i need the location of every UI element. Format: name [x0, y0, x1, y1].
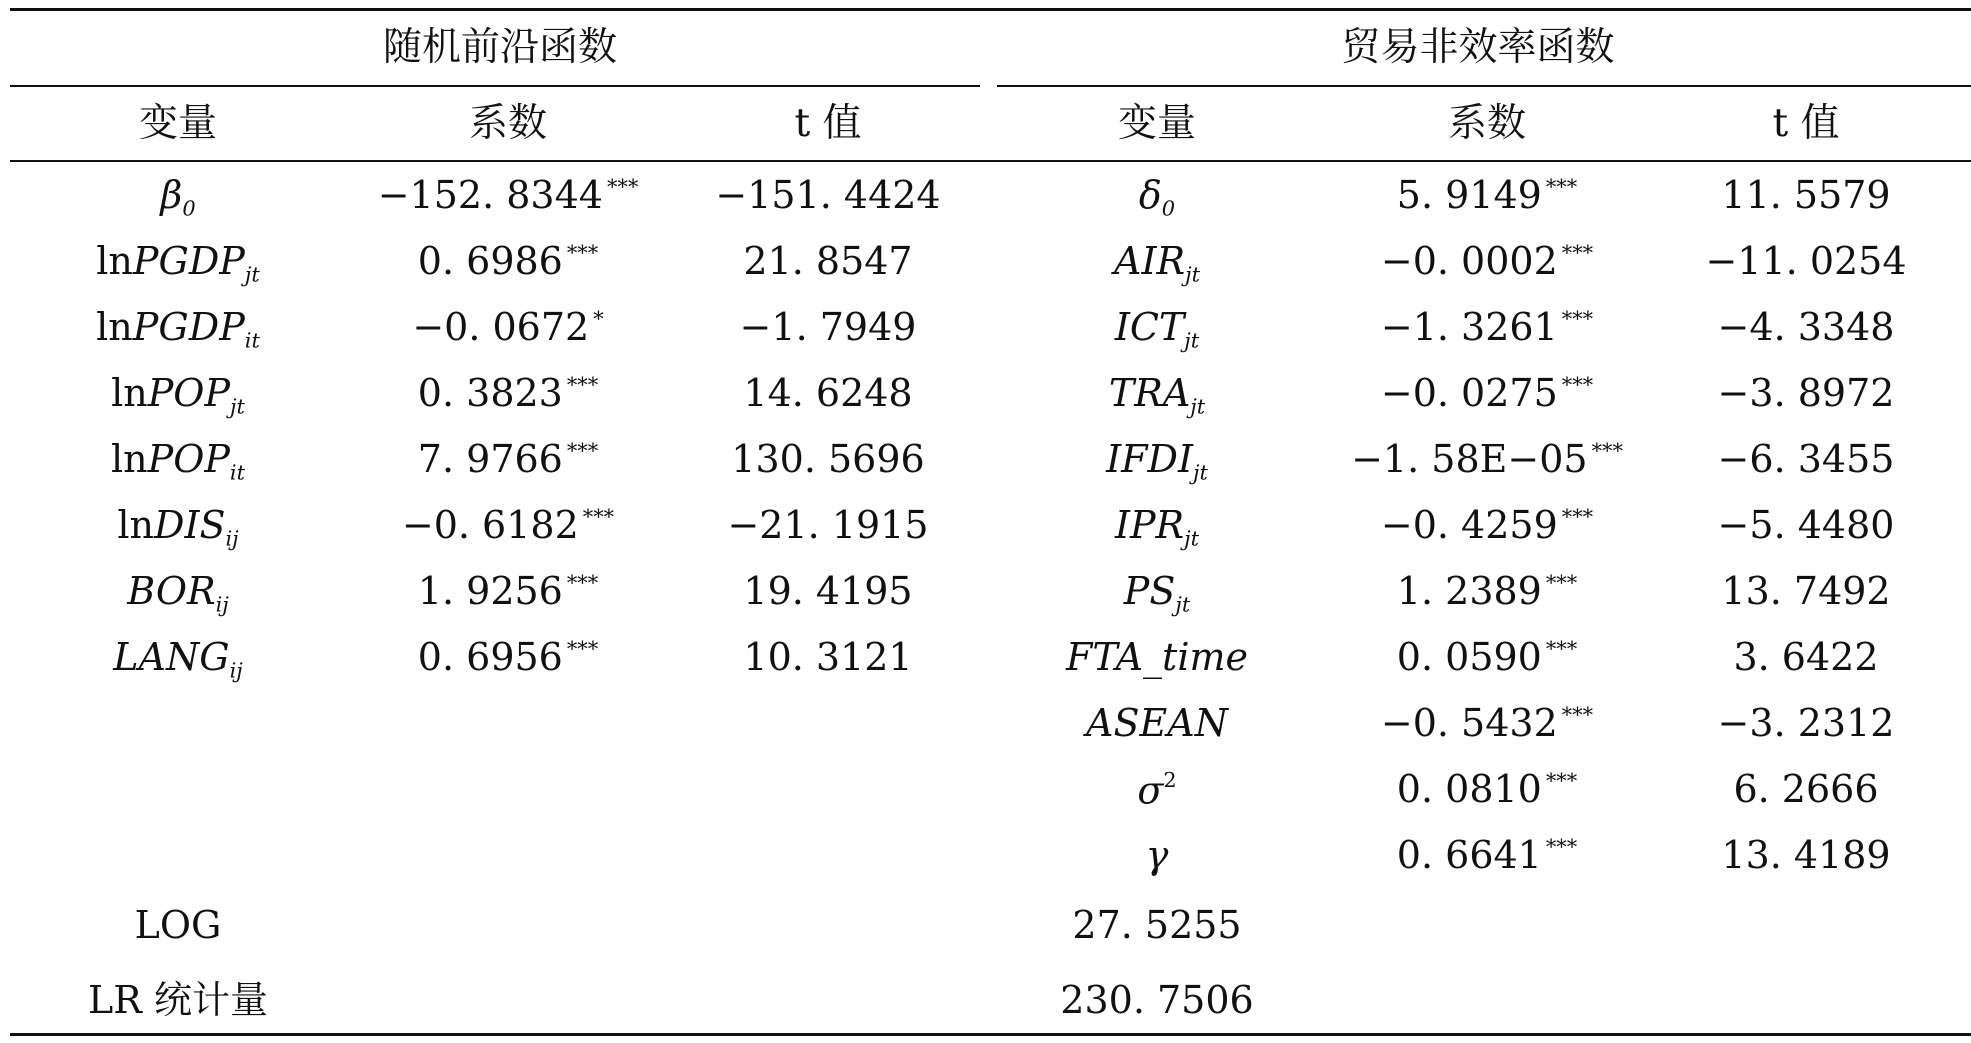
variable-name: IPR [1114, 503, 1185, 547]
left-variable-cell [113, 635, 243, 683]
coefficient-value: 0. 0590 [1396, 635, 1542, 679]
t-value: −11. 0254 [1705, 239, 1907, 283]
left-coefficient-cell [417, 239, 599, 283]
left-t-value-cell [743, 569, 913, 613]
col-header-t-right: t 值 [1772, 101, 1840, 146]
variable-subscript: ij [229, 658, 243, 683]
right-coefficient-cell [1396, 833, 1578, 877]
coefficient-value: 5. 9149 [1396, 173, 1542, 217]
variable-subscript: jt [1192, 460, 1208, 485]
variable-name: PGDP [132, 305, 245, 349]
left-t-value-cell [739, 305, 917, 349]
t-value: −21. 1915 [727, 503, 929, 547]
right-variable-cell [1123, 569, 1191, 617]
significance-stars: *** [1561, 241, 1594, 266]
left-coefficient-cell [401, 503, 615, 547]
left-coefficient-cell [417, 569, 599, 613]
coefficient-value: 0. 0810 [1396, 767, 1542, 811]
t-value: 19. 4195 [743, 569, 913, 613]
t-value: −5. 4480 [1717, 503, 1895, 547]
variable-name: IFDI [1106, 437, 1193, 481]
variable-subscript: jt [1184, 526, 1200, 551]
variable-subscript: it [229, 460, 246, 485]
right-t-value-cell [1705, 239, 1907, 283]
variable-subscript: 0 [182, 196, 196, 221]
significance-stars: *** [1561, 307, 1594, 332]
t-value: 21. 8547 [743, 239, 913, 283]
coefficient-value: 7. 9766 [417, 437, 563, 481]
significance-stars: *** [1591, 439, 1623, 464]
col-header-coef-left: 系数 [468, 101, 548, 146]
coefficient-value: −0. 5432 [1380, 701, 1558, 745]
variable-name: PGDP [132, 239, 245, 283]
variable-name: FTA_time [1065, 635, 1249, 679]
variable-name: POP [147, 437, 230, 481]
coefficient-value: −0. 4259 [1380, 503, 1558, 547]
significance-stars: *** [566, 637, 599, 662]
significance-stars: *** [1545, 637, 1578, 662]
t-value: −4. 3348 [1717, 305, 1895, 349]
right-t-value-cell [1717, 437, 1895, 481]
right-coefficient-cell [1380, 239, 1594, 283]
right-coefficient-cell [1380, 701, 1594, 745]
significance-stars: *** [1545, 571, 1578, 596]
left-variable-cell [111, 371, 245, 419]
significance-stars: * [593, 307, 604, 332]
right-variable-cell [1065, 635, 1249, 679]
variable-subscript: 0 [1161, 196, 1176, 221]
coefficient-value: 0. 6986 [417, 239, 563, 283]
summary-value-log: 27. 5255 [1072, 903, 1242, 947]
left-variable-cell [160, 173, 196, 221]
t-value: 10. 3121 [743, 635, 913, 679]
variable-name: ICT [1114, 305, 1185, 349]
significance-stars: *** [566, 373, 599, 398]
variable-name: BOR [127, 569, 216, 613]
right-coefficient-cell [1396, 569, 1578, 613]
coefficient-value: 1. 2389 [1396, 569, 1542, 613]
right-coefficient-cell [1396, 767, 1578, 811]
variable-name: PS [1123, 569, 1176, 613]
coefficient-value: 0. 3823 [417, 371, 563, 415]
variable-subscript: ij [225, 526, 239, 551]
left-t-value-cell [743, 239, 913, 283]
left-t-value-cell [727, 503, 929, 547]
significance-stars: *** [1561, 373, 1594, 398]
right-variable-cell [1137, 768, 1177, 813]
coefficient-value: 0. 6641 [1396, 833, 1542, 877]
left-variable-cell [117, 503, 239, 551]
significance-stars: *** [566, 439, 599, 464]
right-t-value-cell [1721, 569, 1891, 613]
t-value: −151. 4424 [715, 173, 941, 217]
coefficient-value: −0. 0672 [412, 305, 590, 349]
variable-subscript: ij [215, 592, 229, 617]
left-group-rule [10, 85, 980, 87]
significance-stars: *** [1545, 835, 1578, 860]
right-group-header: 贸易非效率函数 [1341, 25, 1615, 70]
right-t-value-cell [1733, 767, 1879, 811]
right-coefficient-cell [1380, 371, 1594, 415]
top-rule [10, 8, 1971, 11]
right-group-rule [997, 85, 1971, 87]
left-variable-cell [96, 239, 260, 287]
left-variable-cell [96, 305, 260, 353]
right-variable-cell [1114, 239, 1200, 287]
left-group-header: 随机前沿函数 [382, 25, 618, 70]
summary-value-lr: 230. 7506 [1060, 978, 1254, 1022]
summary-label-log: LOG [134, 903, 222, 947]
significance-stars: *** [1561, 505, 1594, 530]
coefficient-value: −1. 58E−05 [1351, 437, 1588, 481]
variable-subscript: jt [1184, 328, 1200, 353]
left-t-value-cell [731, 437, 925, 481]
right-variable-cell [1106, 437, 1208, 485]
coefficient-value: −0. 0002 [1380, 239, 1558, 283]
t-value: 14. 6248 [743, 371, 913, 415]
variable-prefix: ln [96, 305, 133, 349]
right-t-value-cell [1717, 305, 1895, 349]
variable-subscript: jt [1190, 394, 1206, 419]
coefficient-value: −1. 3261 [1380, 305, 1558, 349]
left-coefficient-cell [417, 635, 599, 679]
left-variable-cell [127, 569, 229, 617]
t-value: −3. 8972 [1717, 371, 1895, 415]
variable-prefix: ln [96, 239, 133, 283]
t-value: 13. 4189 [1721, 833, 1891, 877]
coefficient-value: −0. 6182 [401, 503, 579, 547]
t-value: −3. 2312 [1717, 701, 1895, 745]
variable-prefix: ln [110, 437, 148, 481]
right-variable-cell [1114, 305, 1200, 353]
right-coefficient-cell [1396, 173, 1578, 217]
variable-subscript: jt [244, 262, 260, 287]
variable-prefix: ln [111, 371, 148, 415]
right-coefficient-cell [1351, 437, 1623, 481]
significance-stars: *** [1545, 175, 1578, 200]
left-variable-cell [110, 437, 246, 485]
right-variable-cell [1145, 833, 1169, 877]
summary-label-lr: LR 统计量 [88, 978, 268, 1022]
variable-name: σ [1137, 768, 1164, 813]
variable-name: β [160, 173, 183, 217]
variable-name: TRA [1108, 371, 1191, 415]
significance-stars: *** [1545, 769, 1578, 794]
variable-subscript: jt [1185, 262, 1200, 287]
significance-stars: *** [566, 571, 599, 596]
t-value: −1. 7949 [739, 305, 917, 349]
right-coefficient-cell [1380, 503, 1594, 547]
col-header-variable-left: 变量 [138, 101, 218, 146]
right-t-value-cell [1717, 701, 1895, 745]
right-variable-cell [1108, 371, 1206, 419]
variable-name: DIS [153, 503, 226, 547]
col-header-coef-right: 系数 [1447, 101, 1527, 146]
right-t-value-cell [1721, 833, 1891, 877]
variable-subscript: jt [230, 394, 245, 419]
coefficient-value: −0. 0275 [1380, 371, 1558, 415]
left-coefficient-cell [412, 305, 604, 349]
left-coefficient-cell [417, 371, 599, 415]
t-value: 13. 7492 [1721, 569, 1891, 613]
coefficient-value: −152. 8344 [377, 173, 603, 217]
variable-name: ASEAN [1086, 701, 1228, 745]
t-value: 130. 5696 [731, 437, 925, 481]
left-t-value-cell [743, 635, 913, 679]
left-coefficient-cell [377, 173, 639, 217]
coefficient-value: 1. 9256 [417, 569, 563, 613]
bottom-rule [10, 1033, 1971, 1036]
variable-superscript: 2 [1163, 768, 1177, 792]
right-variable-cell [1114, 503, 1200, 551]
right-t-value-cell [1733, 635, 1879, 679]
right-t-value-cell [1721, 173, 1891, 217]
right-t-value-cell [1717, 503, 1895, 547]
right-variable-cell [1086, 701, 1228, 745]
variable-subscript: jt [1175, 592, 1191, 617]
t-value: −6. 3455 [1717, 437, 1895, 481]
variable-prefix: ln [117, 503, 154, 547]
col-header-t-left: t 值 [794, 101, 862, 146]
left-coefficient-cell [417, 437, 599, 481]
t-value: 11. 5579 [1721, 173, 1891, 217]
significance-stars: *** [566, 241, 599, 266]
coefficient-value: 0. 6956 [417, 635, 563, 679]
variable-name: δ [1138, 173, 1162, 217]
left-t-value-cell [743, 371, 913, 415]
left-t-value-cell [715, 173, 941, 217]
variable-name: POP [147, 371, 231, 415]
col-header-variable-right: 变量 [1117, 101, 1197, 146]
variable-name: LANG [113, 635, 230, 679]
variable-name: AIR [1114, 239, 1186, 283]
t-value: 6. 2666 [1733, 767, 1879, 811]
right-coefficient-cell [1396, 635, 1578, 679]
variable-subscript: it [244, 328, 260, 353]
significance-stars: *** [1561, 703, 1594, 728]
significance-stars: *** [582, 505, 615, 530]
t-value: 3. 6422 [1733, 635, 1879, 679]
right-variable-cell [1138, 173, 1176, 221]
variable-name: γ [1145, 833, 1169, 877]
significance-stars: *** [606, 175, 639, 200]
right-t-value-cell [1717, 371, 1895, 415]
right-coefficient-cell [1380, 305, 1594, 349]
header-rule [10, 160, 1971, 162]
